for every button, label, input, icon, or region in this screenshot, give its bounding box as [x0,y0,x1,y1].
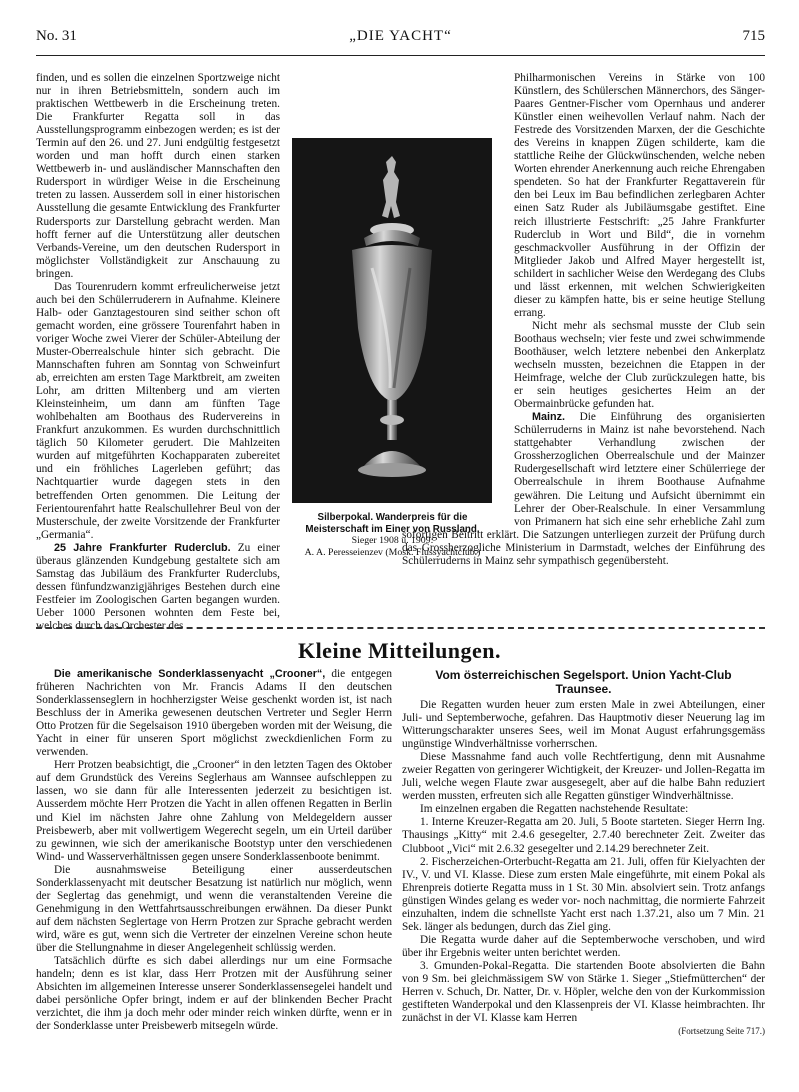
paragraph: Die Regatten wurden heuer zum ersten Male in zwei Abteilungen, einer Juli- und Septemberwoche, gefahren. Das Hauptmotiv dieser Neuerung lag im Witterungscharakter unseres Sees, weil im Monat August erfahrungsgemäss ungünstige Windverhältnisse vorherrschen. [402,699,765,751]
continuation-note: (Fortsetzung Seite 717.) [678,1026,765,1037]
paragraph: 3. Gmunden-Pokal-Regatta. Die startenden Boote absolvierten die Bahn von 9 Sm. bei gleichmässigem SW von Stärke 1. Sieger „Stiefmütterchen“ der Herren v. Schuch, Dr. Natter, Dr. v. Höpler, welche den von der Kurkommission gestifteten Wanderpokal und den Klassenpreis der VI. Klasse heimbrachten. Ihr zunächst in der VI. Klasse kam Herren [402,959,765,1025]
issue-number: No. 31 [36,28,77,44]
section-divider [36,627,765,629]
paragraph: 1. Interne Kreuzer-Regatta am 20. Juli, 5 Boote starteten. Sieger Herrn Ing. Thausings „Kitty“ mit 2.4.6 gesegelter, 2.7.40 berechneter Zeit. Zweiter das Clubboot „Vici“ mit 2.6.32 gesegelter und 2.14.29 berechneter Zeit. [402,816,765,855]
header-rule [36,55,765,56]
caption-line: A. A. Peresseienzev (Mosk. Flussyachtclub.) [304,546,481,558]
paragraph: Zu einer überaus glänzenden Kundgebung gestaltete sich am Samstag das Jubiläum des Frankfurter Ruderclubs, dessen fünfundzwanzigjähriges Bestehen durch eine Festfeier im Zoologischen Garten begangen wurden. Ueber 1000 Personen wohnten dem Feste bei, welches durch das Orchester des [36,541,280,632]
article-heading [402,668,765,696]
trophy-photo [292,138,492,503]
paragraph: 2. Fischerzeichen-Orterbucht-Regatta am 21. Juli, offen für Kielyachten der IV., V. und VI. Klasse. Diese zum ersten Male eingeführte, mit einem Pokal als Ehrenpreis dotierte Regatta muss in 1 St. 30 Min. absolviert sein. Trotz anfangs günstigen Windes gelang es weder vor- noch nachmittag, die normierte Fahrzeit einzuhalten, indem die schnellste Yacht erst nach 1.37.21, also um 7 Min. 21 Sek. länger als bedungen, durch das Ziel ging. [402,855,765,933]
top-left-column [36,72,280,633]
bottom-left-column [36,668,392,1033]
heading-line: Vom österreichischen Segelsport. Union Yacht-Club [435,668,732,682]
paragraph: Herr Protzen beabsichtigt, die „Crooner“ in den letzten Tagen des Oktober auf dem Grundstück des Vereins Seglerhaus am Wannsee aufschleppen zu lassen, wo sie dann für alle Interessenten jederzeit zu besichtigen ist. Ausserdem möchte Herr Protzen die Yacht in allen offenen Regatten in Berlin und Kiel im nächsten Jahre ohne Zahlung von Meldegeldern ausser Preisbewerb, aber mit vollwertigem Wegerecht segeln, um ein Urteil darüber zu gewinnen, wie sich der amerikanische Bootstyp unter den verschiedenen Wind- und Wasserverhältnissen gegen unsere Sonderklassenboote benimmt. [36,759,392,863]
page-number: 715 [742,28,765,44]
page-header [36,28,765,52]
subheading: 25 Jahre Frankfurter Ruderclub. [54,541,231,554]
paragraph: Diese Massnahme fand auch volle Rechtfertigung, denn mit Ausnahme zweier Regatten von geringerer Wichtigkeit, der Kreuzer- und Jollen-Regatta im Juli, welche wegen Flaute zwar ausgesegelt, aber auf die halbe Bahn reduziert werden mussten, erfreuten sich alle Regatten günstiger Windverhältnisse. [402,751,765,803]
paragraph: Philharmonischen Vereins in Stärke von 100 Künstlern, des Schülerschen Männerchors, des Sänger-Paares Gentner-Fischer vom Opernhaus und anderer Künstler einen weihevollen Verlauf nahm. Nach der Festrede des Vorsitzenden Marxen, der die Geschichte des Vereins in knappen Zügen schilderte, kam die stattliche Reihe der Glückwünschenden, welche neben Worten ehrender Anerkennung auch reiche Ehrengaben spendeten. So hat der Frankfurter Regattaverein für den bei Leux im Bau befindlichen zerlegbaren Achter einen Satz Ruder als Jubiläumsgabe gestiftet. Eine reich illustrierte Festschrift: „25 Jahre Frankfurter Ruderclub in Wort und Bild“, die in vornehm geschmackvoller Ausführung in der Offizin der Mitglieder Jakob und Alfred Mayer hergestellt ist, schildert in sachlicher Weise den Werdegang des Clubs und lässt erkennen, mit welchen Schwierigkeiten dieser zu kämpfen hatte, bis er seine heutige Stellung errang. [514,72,765,319]
section-title: Kleine Mitteilungen. [297,638,502,663]
paragraph: Das Tourenrudern kommt erfreulicherweise jetzt auch bei den Schülerruderern in Aufnahme. Kleinere Halb- oder Ganztagestouren sind seither schon oft gemacht worden, eine grössere Tourenfahrt haben in voriger Woche zwei Vierer der Schüler-Abteilung der Muster-Oberrealschule hinter sich gebracht. Die Mannschaften fuhren am Sonntag von Schweinfurt ab, erreichten am ersten Tage Marktbreit, am zweiten Lohr, am dritten Miltenberg und am vierten Kleinsteinheim, um dann am fünften Tage wohlbehalten am Boothaus des Rudervereins in Frankfurt anzukommen. Es wurden durchschnittlich täglich 50 Kilometer gerudert. Die Mahlzeiten wurden auf mitgeführten Kochapparaten zubereitet und ein fröhliches Lagerleben geführt; das Nachtquartier wurde dagegen stets in den betreffenden Orten genommen. Die Leitung der Ferientourenfahrt hatte Realschullehrer Beul von der Musterschule, der zweite Vorsitzende der Frankfurter „Germania“. [36,280,280,541]
caption-title: Silberpokal. Wanderpreis für die Meisterschaft im Einer von Russland. [305,512,480,535]
paragraph: Tatsächlich dürfte es sich dabei allerdings nur um eine Formsache handeln; denn es ist klar, dass Herr Protzen mit der Ausführung seiner Absichten im allgemeinen Interesse unserer Sonderklassensegelei handelt und dabei persönliche Opfer bringt, indem er auf der blinkenden Becher Pracht verzichtet, die ihm ja doch mehr oder minder reich winken dürfte, wenn er in der Sonderklasse unter Preisbewerb mitsegeln würde. [36,955,392,1033]
paragraph: Im einzelnen ergaben die Regatten nachstehende Resultate: [420,803,689,816]
caption-line: Sieger 1908 u. 1909: [351,535,434,546]
magazine-title: „DIE YACHT“ [349,28,452,44]
paragraph: Die Einführung des organisierten Schülerruderns in Mainz ist nahe bevorstehend. Nach stattgehabter Verhandlung zwischen der Grossherzoglichen Oberrealschule und der Mainzer Rudergesellschaft wird letztere einer Schülerriege der Oberrealschule in ihrem Boothause Aufnahme gewähren. Die Leitung und Aufsicht übernimmt ein Lehrer der Ober-Realschule. In einer Versammlung von Primanern hat sich eine sehr erhebliche Zahl zum sofortigen Beitritt erklärt. Die Satzungen unterliegen zurzeit der Prüfung durch das Grossherzogliche Ministerium in Darmstadt, welches der Einführung des Schülerruderns in Mainz sehr sympathisch gegenübersteht. [402,411,765,567]
paragraph: die entgegen früheren Nachrichten von Mr. Francis Adams II den deutschen Sonderklassenseglern in hochherzigster Weise geschenkt worden ist, ist nach Beschluss der in Amerika gewesenen deutschen Vertreter und Segler Herrn Otto Protzen für die Segelsaison 1910 übergeben worden mit der Weisung, die Yacht in einer für unseren Sport möglichst zweckdienlichen Form zu verwenden. [36,668,393,759]
bottom-right-column [402,668,765,1038]
subheading: Mainz. [532,411,565,424]
heading-line: Traunsee. [555,682,612,696]
paragraph: Nicht mehr als sechsmal musste der Club sein Boothaus wechseln; vier feste und zwei schwimmende Boothäuser, welch letztere nebenbei den Ankerplatz wechseln mussten, bezeichnen die Etappen in der Heimfrage, welche der Club zurückzulegen hatte, bis er sein heutiges gesichertes Heim an der Obermainbrücke gefunden hat. [514,319,765,411]
paragraph: Die Regatta wurde daher auf die Septemberwoche verschoben, und wird über ihr Ergebnis weiter unten berichtet werden. [402,933,765,959]
figure-caption [290,512,495,558]
paragraph: Die ausnahmsweise Beteiligung einer ausserdeutschen Sonderklassenyacht mit deutscher Besatzung ist natürlich nur möglich, wenn der Seglertag das genehmigt, und wenn die veranstaltenden Vereine die Genehmigung in den Wettfahrtsausschreibungen erwähnen. Da dieser Punkt auf dem nächsten Seglertage von Herrn Protzen zur Sprache gebracht werden wird, wäre es gut, wenn sich die Vertreter der einzelnen Vereine schon heute über die Stellungnahme in dieser Angelegenheit schlüssig werden. [36,863,392,954]
paragraph: finden, und es sollen die einzelnen Sportzweige nicht nur in ihren Betriebsmitteln, sondern auch im praktischen Wettbewerb in die Erscheinung treten. Die Frankfurter Regatta soll in das Ausstellungsprogramm einbezogen werden; es ist der Termin auf den 26. und 27. Juni endgültig festgesetzt worden und man hofft durch einen starken Wettbewerb in- und ausländischer Mannschaften den Rudersport in würdiger Weise in die Erscheinung treten zu lassen. Ausserdem soll in einer historischen Ausstellung die gesamte Entwicklung des Frankfurter Rudersports zur Darstellung gebracht werden. Man hofft ferner auf die Unterstützung aller deutschen Verbands-Vereine, um den deutschen Rudersport in möglichster Vollständigkeit zur Anschauung zu bringen. [36,72,280,280]
subheading: Die amerikanische Sonderklassenyacht „Crooner“, [54,668,326,680]
silver-cup-image [292,138,492,503]
